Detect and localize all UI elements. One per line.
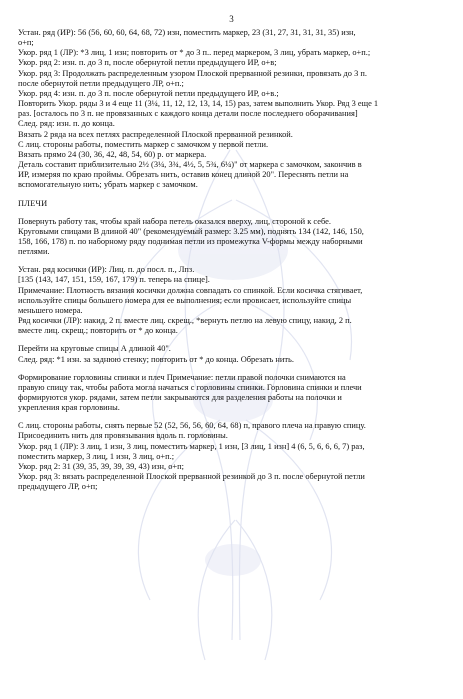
paragraph: Вязать прямо 24 (30, 36, 42, 48, 54, 60) р. от маркера. xyxy=(18,149,207,159)
paragraph: С лиц. стороны работы, снять первые 52 (52, 56, 56, 60, 64, 68) п, правого плеча на правую спицу. Присоединить нить для провязывания вдоль п. горловины. xyxy=(18,421,366,441)
paragraph: Укор. ряд 2: 31 (39, 35, 39, 39, 39, 43) изн, о+п; xyxy=(18,461,184,471)
paragraph: Примечание: Плотность вязания косички должна совпадать со спинкой. Если косичка стягивает, используйте спицы большего номера для ее выполнения; если провисает, используйте спицы меньшего номера. xyxy=(18,285,363,315)
paragraph: Формирование горловины спинки и плеч Примечание: петли правой полочки снимаются на правую спицу так, чтобы работа могла начаться с горловины спинки. Горловина спинки и плечи формируются укор. рядами, затем петли закрываются для разделения работы на полочки и укрепления края горловины. xyxy=(18,372,362,413)
paragraph: Укор. ряд 1 (ЛР): *3 лиц, 1 изн; повторить от * до 3 п.. перед маркером, 3 лиц, убрать маркер, о+п.; xyxy=(18,48,371,58)
paragraph: Укор. ряд 3: Продолжать распределенным узором Плоской прерванной резинки, провязать до 3 п. после обернутой петли предыдущего ЛР, о+п.; xyxy=(18,68,367,88)
paragraph: Устан. ряд (ИР): 56 (56, 60, 60, 64, 68, 72) изн, поместить маркер, 23 (31, 27, 31, 31, 31, 35) изн, о+п; xyxy=(18,28,356,48)
paragraph: Повернуть работу так, чтобы край набора петель оказался вверху, лиц, стороной к себе. Круговыми спицами В длиной 40" (рекомендуемый размер: 3.25 мм), поднять 134 (142, 146, 150, 158, 166, 178) п. по наборному ряду поднимая петли из промежутка V-формы между наборными петлями. xyxy=(18,216,364,257)
paragraph: След. ряд: *1 изн. за заднюю стенку; повторить от * до конца. Обрезать нить. xyxy=(18,354,294,364)
paragraph: Укор. ряд 2: изн. п. до 3 п, после обернутой петли предыдущего ИР, о+в; xyxy=(18,58,277,68)
paragraph: Вязать 2 ряда на всех петлях распределенной Плоской прерванной резинкой. xyxy=(18,129,293,139)
paragraph: Ряд косички (ЛР): накид, 2 п. вместе лиц. скрещ., *вернуть петлю на левую спицу, накид, 2 п. вместе лиц. скрещ.; повторить от * до конца. xyxy=(18,316,352,336)
page-number: 3 xyxy=(229,14,234,24)
section-heading-shoulders: ПЛЕЧИ xyxy=(18,198,48,208)
paragraph: Укор. ряд 3: вязать распределенной Плоской прерванной резинкой до 3 п. после обернутой петли предыдущего ЛР, о+п; xyxy=(18,472,365,492)
paragraph: Повторить Укор. ряды 3 и 4 еще 11 (3¼, 11, 12, 12, 13, 14, 15) раз, затем выполнить Укор. Ряд 3 еще 1 раз. [осталось по 3 п. не провязанных с каждого конца детали после последнего оборачивания] xyxy=(18,99,379,119)
paragraph: С лиц. стороны работы, поместить маркер с замочком у первой петли. xyxy=(18,139,269,149)
paragraph: Укор. ряд 1 (ЛР): 3 лиц, 1 изн, 3 лиц, поместить маркер, 1 изн, [3 лиц, 1 изн] 4 (6, 5, 6, 6, 6, 7) раз, поместить маркер, 3 лиц, 1 изн, 3 лиц, о+п.; xyxy=(18,441,365,461)
paragraph: Перейти на круговые спицы А длиной 40". xyxy=(18,344,171,354)
paragraph: Устан. ряд косички (ИР): Лиц. п. до посл. п., Лпз. [135 (143, 147, 151, 159, 167, 179) п. теперь на спице]. xyxy=(18,265,210,285)
section-back-neck-short-rows xyxy=(18,28,445,191)
paragraph: Деталь составит приблизительно 2½ (3¼, 3¾, 4½, 5, 5¾, 6¼)" от маркера с замочком, закончив в ИР, измеряя по краю проймы. Обрезать нить, оставив конец длиной 20". Переснять петли на вспомогательную нить; убрать маркер с замочком. xyxy=(18,160,362,190)
paragraph: Укор. ряд 4: изн. п. до 3 п. после обернутой петли предыдущего ИР, о+в.; xyxy=(18,88,279,98)
paragraph: След. ряд: изн. п. до конца. xyxy=(18,119,115,129)
